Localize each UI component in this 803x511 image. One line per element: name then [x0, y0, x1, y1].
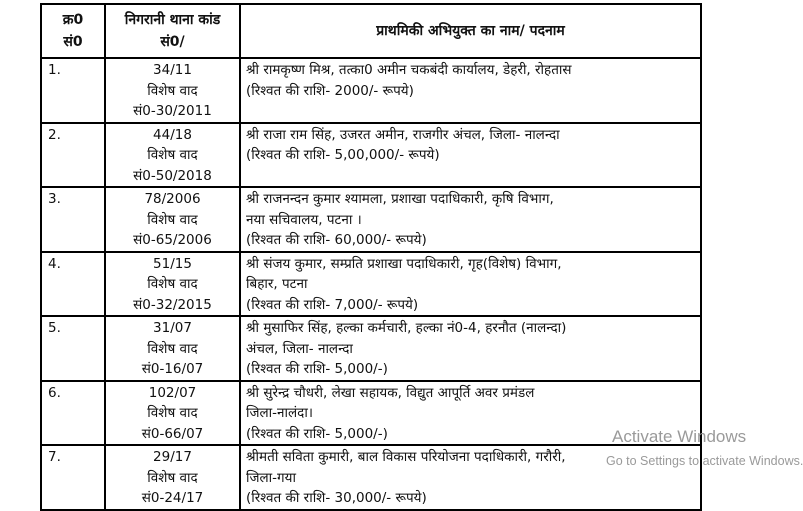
- header-accused-name: प्राथमिकी अभियुक्त का नाम/ पदनाम: [240, 4, 701, 58]
- serial-number-cell: 4.: [41, 252, 105, 317]
- table-row: [41, 187, 701, 252]
- accused-description-cell: श्री रामकृष्ण मिश्र, तत्का0 अमीन चकबंदी कार्यालय, डेहरी, रोहतास (रिश्वत की राशि- 2000/- रूपये): [240, 58, 701, 123]
- table-row: [41, 381, 701, 446]
- serial-number-cell: 5.: [41, 316, 105, 381]
- accused-cases-table: [40, 3, 702, 511]
- serial-number-cell: 6.: [41, 381, 105, 446]
- serial-number-cell: 3.: [41, 187, 105, 252]
- table-row: [41, 316, 701, 381]
- watermark-title: Activate Windows: [612, 427, 747, 446]
- case-number-cell: 51/15 विशेष वाद सं0-32/2015: [105, 252, 240, 317]
- case-number-cell: 78/2006 विशेष वाद सं0-65/2006: [105, 187, 240, 252]
- table-row: [41, 445, 701, 510]
- accused-description-cell: श्री सुरेन्द्र चौधरी, लेखा सहायक, विद्युत आपूर्ति अवर प्रमंडल जिला-नालंदा। (रिश्वत की राशि- 5,000/-): [240, 381, 701, 446]
- table-row: [41, 58, 701, 123]
- case-number-cell: 29/17 विशेष वाद सं0-24/17: [105, 445, 240, 510]
- watermark-subtitle: Go to Settings to activate Windows.: [606, 454, 803, 468]
- accused-description-cell: श्री मुसाफिर सिंह, हल्का कर्मचारी, हल्का नं0-4, हरनौत (नालन्दा) अंचल, जिला- नालन्दा (रिश्वत की राशि- 5,000/-): [240, 316, 701, 381]
- case-number-cell: 34/11 विशेष वाद सं0-30/2011: [105, 58, 240, 123]
- table-row: [41, 252, 701, 317]
- serial-number-cell: 1.: [41, 58, 105, 123]
- table-row: [41, 123, 701, 188]
- case-number-cell: 44/18 विशेष वाद सं0-50/2018: [105, 123, 240, 188]
- serial-number-cell: 2.: [41, 123, 105, 188]
- accused-description-cell: श्री संजय कुमार, सम्प्रति प्रशाखा पदाधिकारी, गृह(विशेष) विभाग, बिहार, पटना (रिश्वत की राशि- 7,000/- रूपये): [240, 252, 701, 317]
- case-number-cell: 31/07 विशेष वाद सं0-16/07: [105, 316, 240, 381]
- serial-number-cell: 7.: [41, 445, 105, 510]
- header-case-number: निगरानी थाना कांड सं0/: [105, 4, 240, 58]
- accused-description-cell: श्रीमती सविता कुमारी, बाल विकास परियोजना पदाधिकारी, गरौरी, जिला-गया (रिश्वत की राशि- 30,000/- रूपये): [240, 445, 701, 510]
- case-number-cell: 102/07 विशेष वाद सं0-66/07: [105, 381, 240, 446]
- table-header-row: [41, 4, 701, 58]
- accused-description-cell: श्री राजा राम सिंह, उजरत अमीन, राजगीर अंचल, जिला- नालन्दा (रिश्वत की राशि- 5,00,000/- रूपये): [240, 123, 701, 188]
- accused-description-cell: श्री राजनन्दन कुमार श्यामला, प्रशाखा पदाधिकारी, कृषि विभाग, नया सचिवालय, पटना । (रिश्वत की राशि- 60,000/- रूपये): [240, 187, 701, 252]
- header-serial-number: क्र0 सं0: [41, 4, 105, 58]
